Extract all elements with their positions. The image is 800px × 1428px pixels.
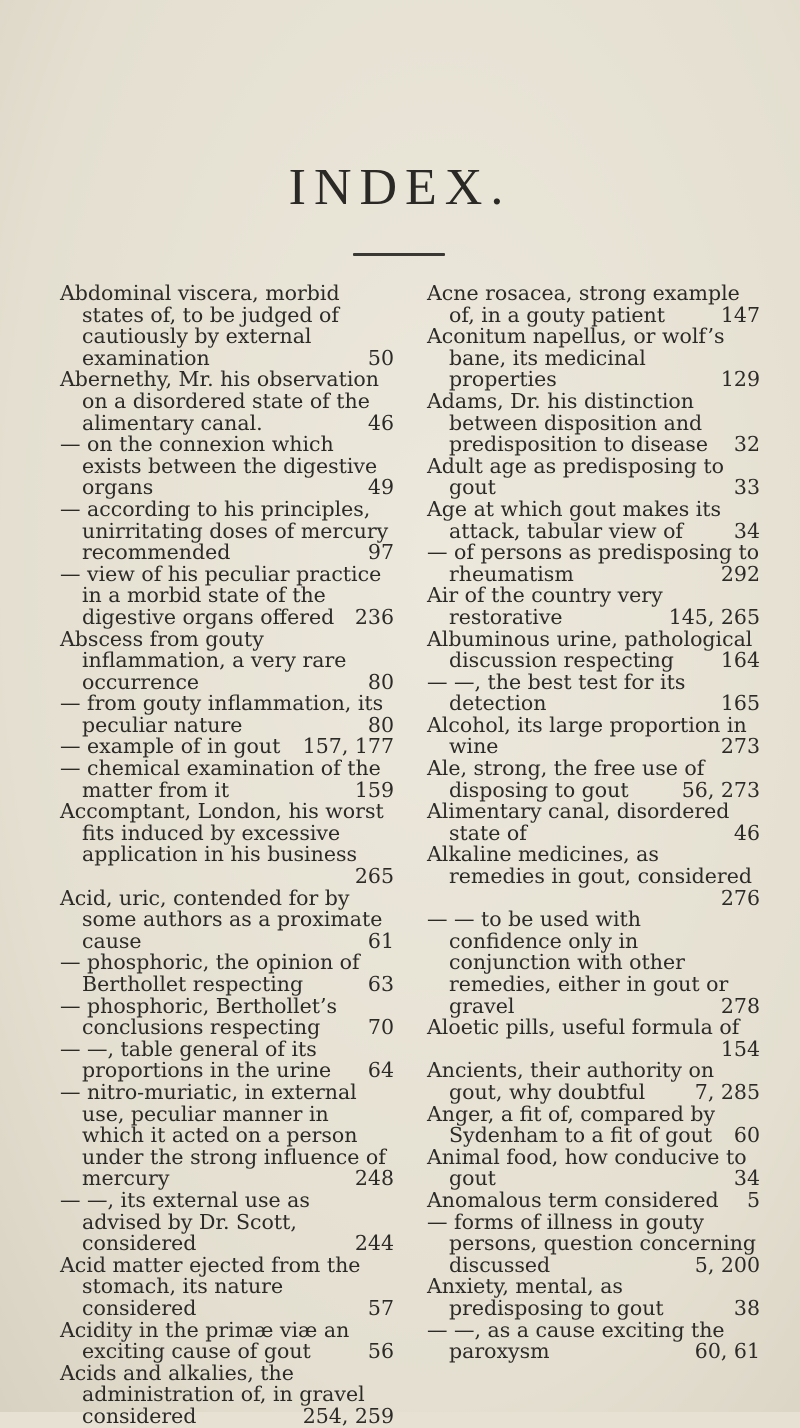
index-entry-text: — according to his principles, unirritating doses of mercury recommended bbox=[60, 496, 389, 565]
index-entry-page: 38 bbox=[733, 1295, 760, 1320]
index-entry-text: — chemical examination of the matter from it bbox=[60, 756, 381, 802]
index-entry bbox=[427, 453, 760, 500]
index-entry-text: — —, as a cause exciting the paroxysm bbox=[427, 1317, 725, 1364]
index-entry-page: 5 bbox=[746, 1187, 760, 1212]
index-entry-text: Alkaline medicines, as remedies in gout, considered bbox=[427, 842, 752, 889]
index-entry-text: — phosphoric, the opinion of Berthollet respecting bbox=[60, 950, 360, 996]
index-entry-text: — —, the best test for its detection bbox=[427, 669, 686, 716]
index-entry-page: 63 bbox=[367, 972, 394, 996]
index-entry bbox=[427, 1017, 760, 1060]
index-entry bbox=[427, 909, 760, 1017]
index-entry bbox=[427, 1317, 760, 1364]
index-entry-page: 33 bbox=[733, 475, 760, 500]
index-column-left bbox=[60, 283, 394, 1427]
index-entry-text: — view of his peculiar practice in a morbid state of the digestive organs offered bbox=[60, 561, 382, 629]
index-entry-page: 61 bbox=[367, 928, 394, 953]
index-entry-text: Ancients, their authority on gout, why doubtful bbox=[427, 1058, 715, 1104]
index-entry bbox=[60, 693, 394, 736]
index-entry-page: 164 bbox=[720, 648, 760, 673]
index-entry bbox=[427, 1187, 760, 1212]
index-entry-text: — — to be used with confidence only in conjunction with other remedies, either in gout or gravel bbox=[427, 907, 729, 1018]
index-entry-page: 56 bbox=[367, 1339, 394, 1364]
index-entry-page: 80 bbox=[367, 669, 394, 694]
index-entry bbox=[60, 1252, 394, 1320]
index-entry-text: Adams, Dr. his distinction between disposition and predisposition to disease bbox=[427, 388, 708, 457]
index-entry-page: 46 bbox=[367, 410, 394, 435]
index-entry bbox=[60, 993, 394, 1040]
index-entry bbox=[427, 283, 760, 326]
index-entry-text: Ale, strong, the free use of disposing to gout bbox=[427, 756, 705, 802]
index-entry bbox=[427, 1209, 760, 1277]
index-entry bbox=[60, 801, 394, 887]
index-entry bbox=[427, 1060, 760, 1103]
index-entry bbox=[427, 496, 760, 543]
index-entry-text: Acne rosacea, strong example of, in a gouty patient bbox=[427, 281, 740, 327]
index-entry bbox=[427, 388, 760, 457]
index-entry-text: — phosphoric, Berthollet’s conclusions respecting bbox=[60, 993, 338, 1040]
index-entry-page: 157, 177 bbox=[302, 734, 394, 759]
index-entry-text: Anxiety, mental, as predisposing to gout bbox=[427, 1274, 664, 1320]
index-entry-page: 70 bbox=[367, 1015, 394, 1040]
index-entry-page: 57 bbox=[367, 1295, 394, 1320]
index-entry bbox=[60, 1317, 394, 1364]
index-entry-text: Aconitum napellus, or wolf’s bane, its medicinal properties bbox=[427, 324, 725, 392]
index-entry-text: — from gouty inflammation, its peculiar nature bbox=[60, 691, 384, 737]
index-entry-page: 46 bbox=[733, 820, 760, 845]
index-entry-text: — on the connexion which exists between the digestive organs bbox=[60, 432, 378, 500]
index-entry-page: 165 bbox=[720, 691, 760, 716]
index-entry-text: — forms of illness in gouty persons, question concerning discussed bbox=[427, 1209, 757, 1277]
index-entry-page: 32 bbox=[733, 432, 760, 457]
index-entry-page: 50 bbox=[367, 345, 394, 370]
index-entry bbox=[60, 496, 394, 565]
index-entry-page: 265 bbox=[354, 864, 394, 889]
index-entry-page: 60, 61 bbox=[694, 1339, 760, 1364]
title-rule bbox=[353, 253, 445, 256]
index-entry-text: Acid, uric, contended for by some authors as a proximate cause bbox=[60, 885, 383, 953]
index-entry bbox=[427, 1276, 760, 1319]
index-entry-page: 154 bbox=[720, 1036, 760, 1061]
index-entry-page: 278 bbox=[720, 993, 760, 1018]
index-entry bbox=[60, 369, 394, 434]
index-entry bbox=[60, 758, 394, 801]
index-entry-text: Acidity in the primæ viæ an exciting cause of gout bbox=[60, 1317, 350, 1364]
index-entry bbox=[427, 326, 760, 391]
index-entry bbox=[60, 626, 394, 694]
index-entry bbox=[60, 885, 394, 953]
index-entry bbox=[427, 844, 760, 909]
index-entry-page: 276 bbox=[720, 885, 760, 910]
index-entry-text: Age at which gout makes its attack, tabular view of bbox=[427, 496, 722, 543]
index-entry bbox=[60, 736, 394, 758]
index-entry-page: 273 bbox=[720, 734, 760, 759]
index-entry-page: 80 bbox=[367, 712, 394, 737]
index-entry-page: 64 bbox=[367, 1058, 394, 1083]
index-entry bbox=[60, 283, 394, 369]
index-entry bbox=[427, 585, 760, 628]
index-entry bbox=[427, 712, 760, 759]
index-entry-text: — example of in gout bbox=[60, 734, 281, 759]
index-entry bbox=[427, 1101, 760, 1148]
index-entry bbox=[427, 758, 760, 801]
index-entry-text: Air of the country very restorative bbox=[427, 583, 663, 629]
index-entry-text: Acid matter ejected from the stomach, its nature considered bbox=[60, 1252, 361, 1320]
index-entry bbox=[60, 1187, 394, 1256]
index-entry-page: 159 bbox=[354, 777, 394, 802]
index-entry bbox=[427, 542, 760, 585]
index-entry-text: — —, its external use as advised by Dr. Scott, considered bbox=[60, 1187, 310, 1256]
index-entry-text: Abscess from gouty inflammation, a very rare occurrence bbox=[60, 626, 347, 694]
index-entry bbox=[60, 561, 394, 629]
index-entry-page: 5, 200 bbox=[694, 1252, 760, 1277]
index-entry bbox=[427, 626, 760, 673]
index-entry bbox=[60, 1036, 394, 1083]
index-entry-page: 244 bbox=[354, 1231, 394, 1256]
index-entry-text: — —, table general of its proportions in the urine bbox=[60, 1036, 332, 1083]
index-entry-page: 49 bbox=[367, 475, 394, 500]
index-entry-text: Alcohol, its large proportion in wine bbox=[427, 712, 747, 759]
index-entry-text: Anomalous term considered bbox=[427, 1187, 719, 1212]
index-entry-text: Alimentary canal, disordered state of bbox=[427, 799, 730, 845]
index-entry-page: 34 bbox=[733, 1166, 760, 1191]
index-column-right bbox=[427, 283, 760, 1363]
index-entry-page: 34 bbox=[733, 518, 760, 543]
index-entry-text: Adult age as predisposing to gout bbox=[427, 453, 724, 500]
index-entry-page: 292 bbox=[720, 561, 760, 586]
index-entry-page: 147 bbox=[720, 302, 760, 327]
index-entry-text: Accomptant, London, his worst fits induced by excessive application in his business bbox=[60, 799, 384, 867]
index-entry-page: 129 bbox=[720, 367, 760, 392]
index-entry bbox=[427, 1144, 760, 1191]
index-entry-text: Abernethy, Mr. his observation on a disordered state of the alimentary canal. bbox=[60, 367, 379, 435]
index-entry bbox=[60, 434, 394, 499]
page-title: INDEX. bbox=[288, 159, 512, 216]
index-entry bbox=[60, 1360, 394, 1428]
index-entry-page: 236 bbox=[354, 604, 394, 629]
index-entry bbox=[427, 801, 760, 844]
index-entry-text: — of persons as predisposing to rheumatism bbox=[427, 540, 760, 586]
index-entry-page: 248 bbox=[354, 1166, 394, 1191]
index-entry-page: 254, 259 bbox=[302, 1403, 394, 1428]
index-entry bbox=[60, 952, 394, 995]
index-entry-text: Animal food, how conducive to gout bbox=[427, 1144, 747, 1191]
index-entry bbox=[60, 1079, 394, 1191]
index-entry bbox=[427, 669, 760, 716]
index-entry-page: 97 bbox=[367, 540, 394, 565]
index-entry-text: Albuminous urine, pathological discussion respecting bbox=[427, 626, 753, 673]
index-entry-page: 7, 285 bbox=[694, 1079, 760, 1104]
index-entry-text: Aloetic pills, useful formula of bbox=[427, 1015, 740, 1040]
index-entry-text: Anger, a fit of, compared by Sydenham to a fit of gout bbox=[427, 1101, 716, 1148]
index-entry-text: — nitro-muriatic, in external use, peculiar manner in which it acted on a person under the strong influence of mercury bbox=[60, 1079, 386, 1191]
index-entry-page: 60 bbox=[733, 1123, 760, 1148]
index-entry-page: 56, 273 bbox=[681, 777, 760, 802]
index-entry-page: 145, 265 bbox=[668, 604, 760, 629]
index-entry-text: Abdominal viscera, morbid states of, to be judged of cautiously by external examination bbox=[60, 281, 340, 370]
index-entry-text: Acids and alkalies, the administration of, in gravel considered bbox=[60, 1360, 365, 1428]
